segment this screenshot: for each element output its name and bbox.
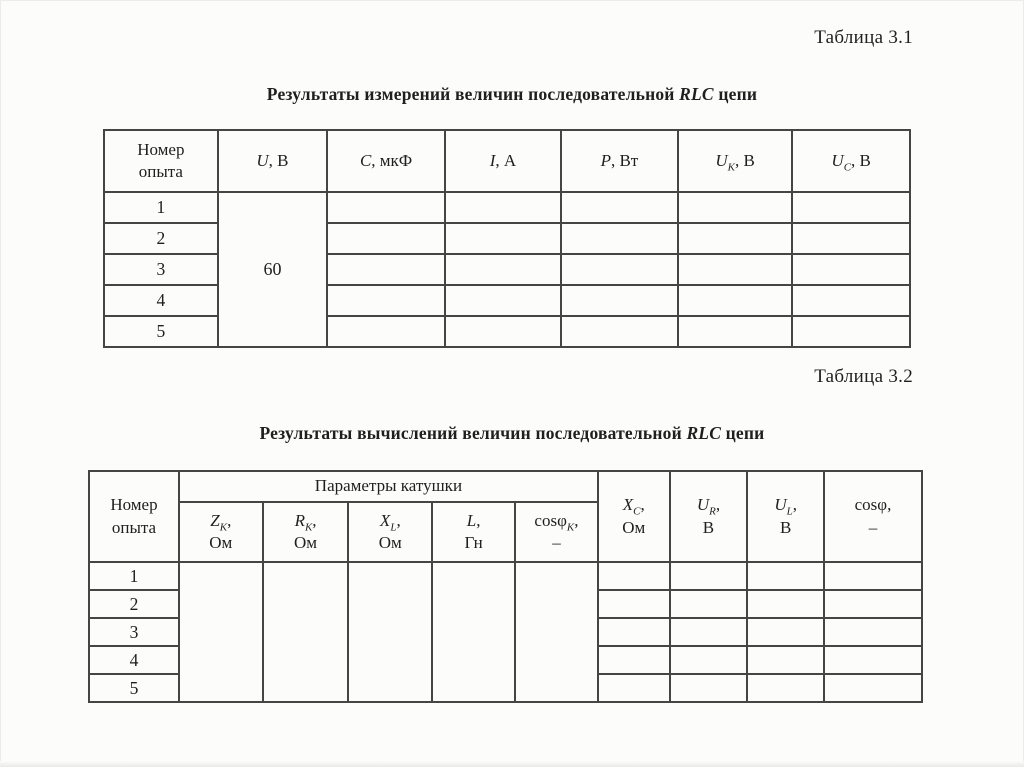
table-row [89,562,922,590]
experiment-number-cell: 5 [104,316,218,347]
empty-merged-cell [515,562,598,702]
empty-data-cell [678,316,792,347]
table-3-2-title [60,423,964,444]
column-header-cell: C, мкФ [327,130,445,192]
title-text: Результаты измерений величин последовательной [266,84,680,104]
empty-merged-cell [432,562,515,702]
experiment-number-cell: 4 [104,285,218,316]
empty-data-cell [598,674,670,702]
empty-data-cell [824,562,922,590]
experiment-number-cell: 3 [104,254,218,285]
empty-data-cell [747,674,824,702]
voltage-value-cell: 60 [218,192,328,347]
column-header-cell: I, А [445,130,561,192]
column-header-cell: cosφ, – [824,471,922,562]
experiment-number-cell: 1 [104,192,218,223]
empty-data-cell [678,192,792,223]
row-header-cell: Номер опыта [89,471,179,562]
empty-data-cell [792,192,910,223]
empty-data-cell [561,254,678,285]
empty-data-cell [792,223,910,254]
empty-data-cell [327,316,445,347]
measurements-table [103,129,911,348]
calculations-table [88,470,923,703]
empty-data-cell [561,223,678,254]
empty-merged-cell [179,562,263,702]
empty-data-cell [561,285,678,316]
experiment-number-cell: 2 [89,590,179,618]
empty-data-cell [678,254,792,285]
empty-data-cell [670,646,748,674]
empty-data-cell [792,285,910,316]
empty-data-cell [670,562,748,590]
experiment-number-cell: 4 [89,646,179,674]
empty-data-cell [327,192,445,223]
empty-data-cell [670,590,748,618]
empty-data-cell [445,223,561,254]
empty-data-cell [824,674,922,702]
empty-data-cell [327,223,445,254]
title-rlc-emphasis: RLC [686,423,722,443]
experiment-number-cell: 1 [89,562,179,590]
column-header-cell: $Z_K$, Ом [179,502,263,562]
empty-data-cell [670,618,748,646]
empty-data-cell [747,618,824,646]
empty-data-cell [598,562,670,590]
empty-data-cell [678,223,792,254]
table-3-1-label: Таблица 3.1 [814,27,913,48]
title-rlc-emphasis: RLC [679,84,714,104]
empty-data-cell [561,192,678,223]
empty-data-cell [327,254,445,285]
column-header-cell: $U_K$, В [678,130,792,192]
empty-data-cell [824,618,922,646]
coil-parameters-group-header: Параметры катушки [179,471,598,502]
table-row [104,192,910,223]
experiment-number-cell: 2 [104,223,218,254]
empty-data-cell [670,674,748,702]
empty-data-cell [598,590,670,618]
table-3-1-title [60,84,964,105]
title-text: Результаты вычислений величин последовательной [259,423,687,443]
column-header-cell: P, Вт [561,130,678,192]
empty-data-cell [678,285,792,316]
column-header-cell: $R_K$, Ом [263,502,349,562]
empty-data-cell [561,316,678,347]
empty-data-cell [598,618,670,646]
empty-data-cell [445,254,561,285]
column-header-cell: $X_C$, Ом [598,471,670,562]
title-text: цепи [721,423,765,443]
empty-merged-cell [263,562,349,702]
empty-merged-cell [348,562,432,702]
table-3-2-label: Таблица 3.2 [814,366,913,387]
empty-data-cell [445,316,561,347]
row-header-cell: Номер опыта [104,130,218,192]
empty-data-cell [792,316,910,347]
column-header-cell: $X_L$, Ом [348,502,432,562]
empty-data-cell [445,285,561,316]
empty-data-cell [824,590,922,618]
empty-data-cell [598,646,670,674]
title-text: цепи [713,84,758,104]
empty-data-cell [792,254,910,285]
empty-data-cell [747,590,824,618]
empty-data-cell [824,646,922,674]
experiment-number-cell: 5 [89,674,179,702]
column-header-cell: $U_L$, В [747,471,824,562]
column-header-cell: cosφ$_K$, – [515,502,598,562]
empty-data-cell [747,646,824,674]
column-header-cell: $U_C$, В [792,130,910,192]
column-header-cell: L, Гн [432,502,515,562]
column-header-cell: $U_R$, В [670,471,748,562]
empty-data-cell [747,562,824,590]
empty-data-cell [327,285,445,316]
column-header-cell: U, В [218,130,328,192]
empty-data-cell [445,192,561,223]
experiment-number-cell: 3 [89,618,179,646]
